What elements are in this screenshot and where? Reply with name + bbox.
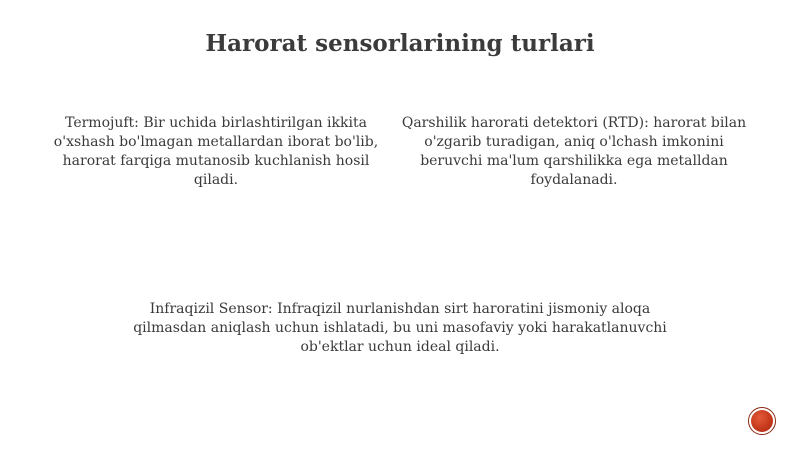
slide-title: Harorat sensorlarining turlari [205,30,595,57]
rtd-text: Qarshilik harorati detektori (RTD): harorat bilan o'zgarib turadigan, aniq o'lchash imkonini beruvchi ma'lum qarshilikka ega metalldan foydalanadi. [401,115,747,188]
termojuft-text: Termojuft: Bir uchida birlashtirilgan ikkita o'xshash bo'lmagan metallardan iborat bo'lib, harorat farqiga mutanosib kuchlanish hosil qiladi. [53,115,379,188]
infraqizil-text: Infraqizil Sensor: Infraqizil nurlanishdan sirt haroratini jismoniy aloqa qilmasdan aniqlash uchun ishlatadi, bu uni masofaviy yoki harakatlanuvchi ob'ektlar uchun ideal qiladi. [133,301,667,355]
circle-button-icon [751,410,773,432]
slide-nav-button[interactable] [748,407,776,435]
